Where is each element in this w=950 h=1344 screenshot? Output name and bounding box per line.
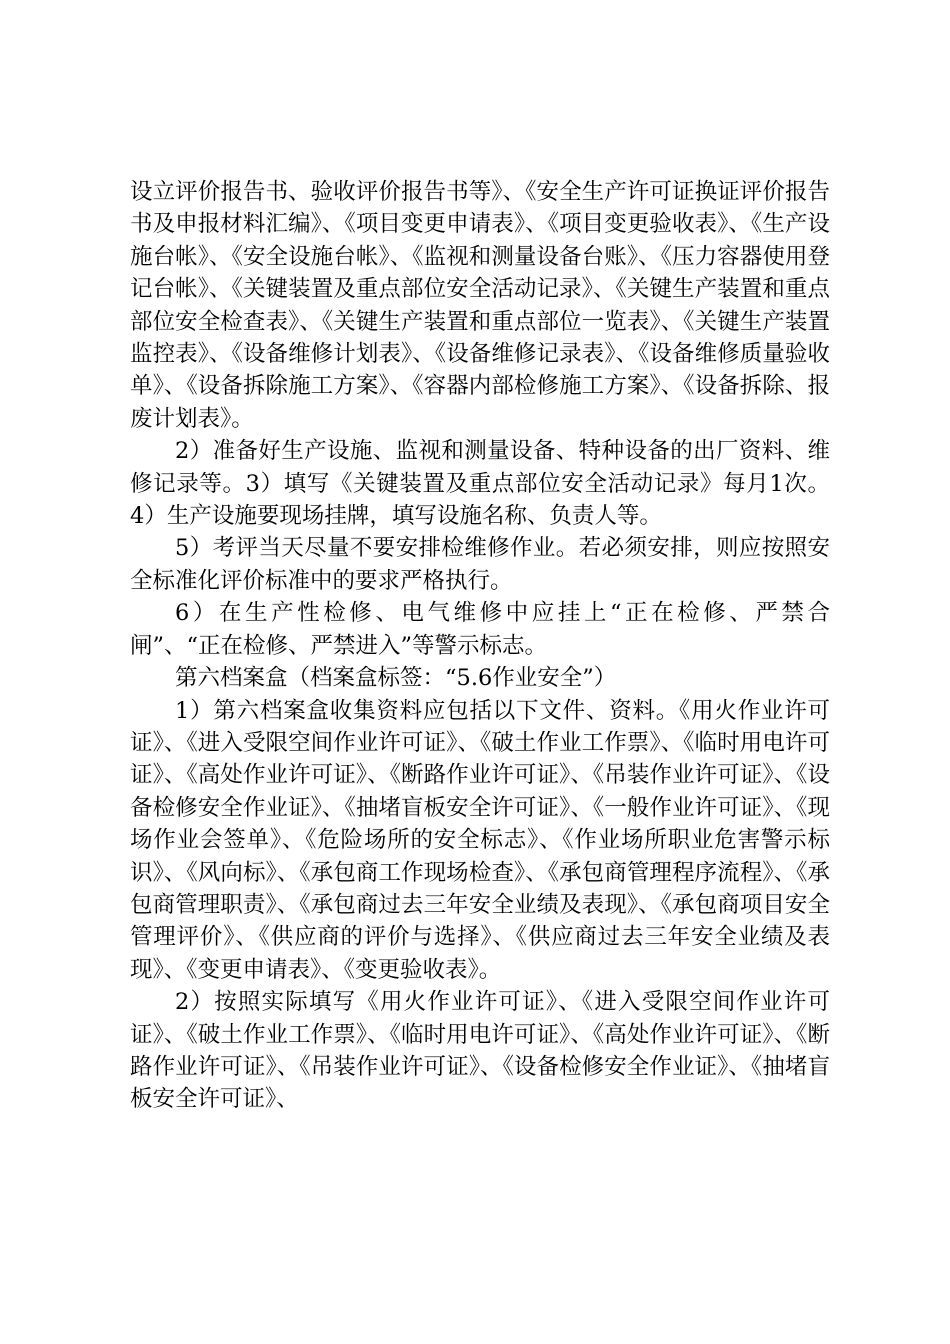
paragraph-item-2: 2）准备好生产设施、监视和测量设备、特种设备的出厂资料、维修记录等。3）填写《关键装置及重点部位安全活动记录》每月1次。4）生产设施要现场挂牌，填写设施名称、负责人等。	[130, 438, 830, 530]
document-body	[130, 176, 830, 1116]
section-heading-box-6: 第六档案盒（档案盒标签：“5.6作业安全”）	[175, 665, 617, 692]
paragraph-item-6: 6）在生产性检修、电气维修中应挂上“正在检修、严禁合闸”、“正在检修、严禁进入”等警示标志。	[130, 600, 830, 659]
paragraph-box6-item-2: 2）按照实际填写《用火作业许可证》、《进入受限空间作业许可证》、《破土作业工作票》、《临时用电许可证》、《高处作业许可证》、《断路作业许可证》、《吊装作业许可证》、《设备检修安全作业证》、《抽堵盲板安全许可证》、	[130, 989, 830, 1113]
paragraph-item-5: 5）考评当天尽量不要安排检维修作业。若必须安排，则应按照安全标准化评价标准中的要求严格执行。	[130, 535, 830, 594]
paragraph-box6-item-1: 1）第六档案盒收集资料应包括以下文件、资料。《用火作业许可证》、《进入受限空间作业许可证》、《破土作业工作票》、《临时用电许可证》、《高处作业许可证》、《断路作业许可证》、《吊装作业许可证》、《设备检修安全作业证》、《抽堵盲板安全许可证》、《一般作业许可证》、《现场作业会签单》、《危险场所的安全标志》、《作业场所职业危害警示标识》、《风向标》、《承包商工作现场检查》、《承包商管理程序流程》、《承包商管理职责》、《承包商过去三年安全业绩及表现》、《承包商项目安全管理评价》、《供应商的评价与选择》、《供应商过去三年安全业绩及表现》、《变更申请表》、《变更验收表》。	[130, 697, 830, 983]
paragraph-continuation: 设立评价报告书、验收评价报告书等》、《安全生产许可证换证评价报告书及申报材料汇编》、《项目变更申请表》、《项目变更验收表》、《生产设施台帐》、《安全设施台帐》、《监视和测量设备台账》、《压力容器使用登记台帐》、《关键装置及重点部位安全活动记录》、《关键生产装置和重点部位安全检查表》、《关键生产装置和重点部位一览表》、《关键生产装置监控表》、《设备维修计划表》、《设备维修记录表》、《设备维修质量验收单》、《设备拆除施工方案》、《容器内部检修施工方案》、《设备拆除、报废计划表》。	[130, 179, 830, 432]
